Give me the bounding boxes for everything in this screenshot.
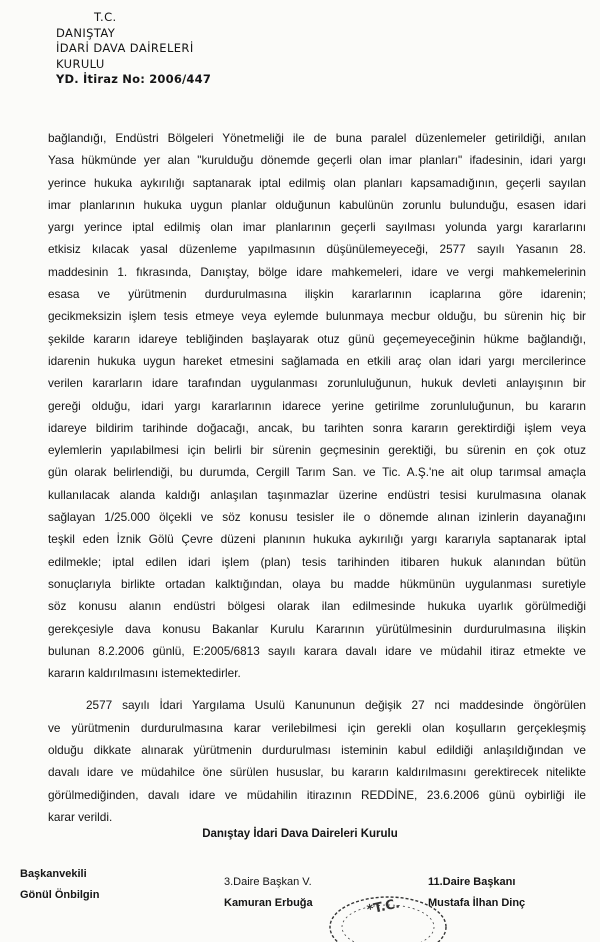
signature-middle-name: Kamuran Erbuğa bbox=[224, 897, 313, 909]
text-line: söz konusu alanın endüstri bölgesi olarak ilan edilmesinde hukuka uyarlık görülmediği bbox=[48, 599, 586, 614]
text-line: etkisiz kılacak yasal düzenleme yapılmasının düşünülemeyeceği, 2577 sayılı Yasanın 28. bbox=[48, 242, 586, 257]
text-line: imar planlarının hukuka uygun planlar olduğunun kabulünün zorunlu bulunduğu, esasen idari bbox=[48, 197, 586, 212]
signature-middle bbox=[224, 872, 313, 914]
header-org: DANIŞTAY bbox=[56, 25, 116, 40]
text-line: gereği olduğu, idari yargı kararlarının idarece yerine getirilme zorunluluğunun, bu kararın bbox=[48, 398, 586, 413]
text-line: edilmekle; iptal edilen idari işlem (plan) tesis tarihinden itibaren hukuk alanından bütün bbox=[48, 554, 586, 569]
signature-right-name: Mustafa İlhan Dinç bbox=[428, 897, 526, 909]
text-line: yerince hukuka aykırılığı saptanarak iptal edilmiş olan planları kapsamadığının, geçerli sayılan bbox=[48, 175, 586, 190]
paragraph-1 bbox=[48, 127, 586, 684]
document-header bbox=[56, 10, 211, 88]
chamber-title: Danıştay İdari Dava Daireleri Kurulu bbox=[202, 828, 398, 840]
paragraph-2 bbox=[48, 694, 586, 828]
text-line: idarenin hukuka uygun hareket etmesini sağlamada en etkili araç olan idari yargı mercilerince bbox=[48, 353, 586, 368]
header-reference: YD. İtiraz No: 2006/447 bbox=[56, 72, 212, 86]
text-line: gerekçesiyle dava konusu Bakanlar Kurulu Kararının yürütülmesinin durdurulmasına ilişkin bbox=[48, 621, 586, 636]
text-line: kullanılacak alanda kaldığı anlaşılan taşınmazlar üzerine endüstri tesisi kurulmasına olanak bbox=[48, 487, 586, 502]
signature-right bbox=[428, 872, 525, 914]
text-line: ve yürütmenin durdurulmasına karar verilebilmesi için gerekli olan koşulların gerçekleşmiş bbox=[48, 720, 586, 735]
text-line: olduğu dikkate alınarak yürütmenin durdurulması isteminin kabul edildiği anlaşıldığından ve bbox=[48, 743, 586, 758]
signature-left-name: Gönül Önbilgin bbox=[20, 889, 100, 901]
text-line: bağlandığı, Endüstri Bölgeleri Yönetmeliği ile de buna paralel düzenlemeler getirildiği, anılan bbox=[48, 131, 586, 145]
text-line: sonuçlarıyla birlikte ortadan kalktığından, olaya bu madde hükmünün uygulanması suretiyle bbox=[48, 576, 586, 591]
text-line: kararın kaldırılmasını istemektedirler. bbox=[48, 666, 241, 681]
text-line: karar verildi. bbox=[48, 809, 113, 824]
document-body bbox=[48, 127, 586, 828]
signature-left-title: Başkanvekili bbox=[20, 868, 87, 880]
header-board: İDARİ DAVA DAİRELERİ bbox=[56, 41, 194, 55]
text-line: gecikmeksizin işlem tesis etmeye veya eylemde bulunmaya mecbur olduğu, bu sürenin hiç bir bbox=[48, 309, 586, 324]
text-line: eylemlerin yapılabilmesi için belirli bir sürenin geçmesinin gerektiği, bu sürenin en çok otuz bbox=[48, 443, 586, 458]
text-line: davalı idare ve müdahilce öne sürülen hususlar, bu kararın kaldırılmasını gerektirecek nitelikte bbox=[48, 765, 586, 780]
signature-middle-title: 3.Daire Başkan V. bbox=[224, 876, 312, 888]
text-line: verilen kararların idare tarafından uygulanması zorunluluğunun, hukuk devleti anlayışının bir bbox=[48, 376, 586, 391]
text-line: bulunan 8.2.2006 günlü, E:2005/6813 sayılı karara davalı idare ve müdahil itiraz etmekte ve bbox=[48, 643, 586, 658]
text-line: gün olarak belirlendiği, bu durumda, Cergill Tarım San. ve Tic. A.Ş.'ne ait olup tarımsal amaçla bbox=[48, 465, 586, 480]
text-line: görülmediğinden, davalı idare ve müdahilin itirazının REDDİNE, 23.6.2006 günü oybirliği ile bbox=[48, 787, 586, 802]
header-board-2: KURULU bbox=[56, 56, 105, 71]
text-line: 2577 sayılı İdari Yargılama Usulü Kanununun değişik 27 nci maddesinde öngörülen bbox=[86, 698, 586, 713]
text-line: maddesinin 1. fıkrasında, Danıştay, bölge idare mahkemeleri, idare ve vergi mahkemelerinin bbox=[48, 264, 586, 279]
text-line: yargı yerince iptal edilmiş olan imar planlarının geçerli sayılması yolunda yargı kararlarını bbox=[48, 220, 586, 235]
text-line: Yasa hükmünde yer alan "kurulduğu dönemde geçerli olan imar planları" ifadesinin, idari yargı bbox=[48, 153, 586, 168]
signature-left bbox=[20, 864, 99, 906]
text-line: esasa ve yürütmenin durdurulmasına ilişkin kararlarının icaplarına göre idarenin; bbox=[48, 287, 586, 302]
svg-text:*T.C.: *T.C. bbox=[365, 896, 402, 918]
text-line: sağlayan 1/25.000 ölçekli ve söz konusu tesisler ile o dönemde alınan izinlerin dayanağını bbox=[48, 510, 586, 525]
text-line: idareye bildirim tarihinde doğacağı, ancak, bu tarihten sonra kararın gerektirdiği işlem veya bbox=[48, 420, 586, 435]
signature-right-title: 11.Daire Başkanı bbox=[428, 876, 516, 888]
header-tc: T.C. bbox=[94, 10, 117, 24]
text-line: şekilde kararın idareye tebliğinden başlayarak otuz günü geçemeyeceğinin hükme bağlandığı, bbox=[48, 331, 586, 346]
text-line: teşkil eden İznik Gölü Çevre düzeni planının hukuka aykırılığı yargı kararıyla saptanarak iptal bbox=[48, 532, 586, 547]
